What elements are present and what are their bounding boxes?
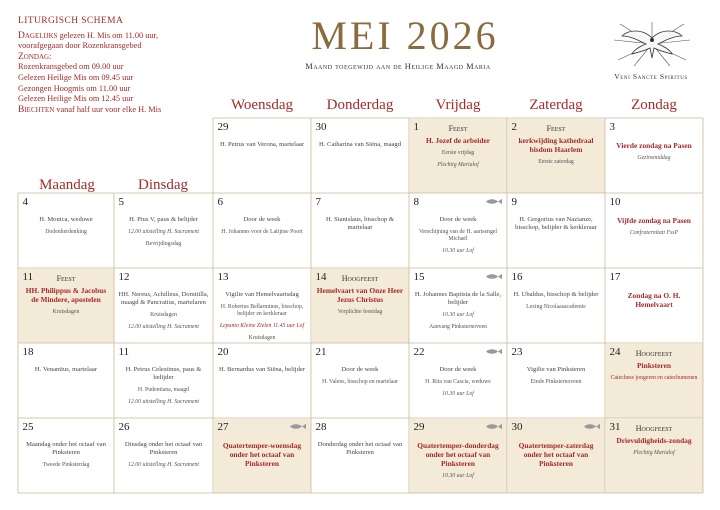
day-note: H. Robertus Bellarminus, bisschop, belijder en kerkleraar (220, 303, 304, 317)
day-number: 29 (413, 420, 425, 433)
day-number: 20 (217, 345, 229, 358)
day-celebration: H. Pius V, paus & belijder (129, 215, 198, 223)
day-celebration: Dinsdag onder het octaaf van Pinksteren (124, 440, 203, 456)
day-note: Kruisdagen (248, 334, 276, 341)
calendar-day-cell[interactable] (410, 269, 507, 343)
schema-line (18, 73, 208, 84)
schema-line-text: gelezen H. Mis om 11.00 uur, (57, 30, 159, 40)
day-number: 14 (315, 270, 327, 283)
schema-line-label: Dagelijks (18, 30, 58, 41)
schema-line (18, 62, 208, 73)
day-number: 12 (118, 270, 130, 283)
day-celebration: kerkwijding kathedraal bisdom Haarlem (518, 135, 594, 154)
day-celebration: Door de week (341, 365, 379, 373)
day-celebration: H. Gregorius van Nazianze, bisschop, belijder & kerkleraar (515, 215, 597, 231)
day-celebration: Door de week (439, 215, 477, 223)
day-note: Eerste zaterdag (538, 158, 574, 165)
calendar-day-cell[interactable] (312, 119, 409, 193)
feast-rank: Feest (448, 123, 468, 133)
day-note: Kruisdagen (150, 311, 177, 318)
day-number: 7 (315, 195, 321, 208)
calendar-day-cell[interactable] (508, 269, 605, 343)
calendar-day-cell[interactable] (508, 344, 605, 418)
schema-line (18, 41, 208, 52)
day-celebration: Door de week (243, 215, 281, 223)
schema-line-text: vanaf half uur voor elke H. Mis (54, 104, 162, 114)
calendar-day-cell[interactable] (508, 194, 605, 268)
day-celebration: H. Jozef de arbeider (425, 135, 491, 145)
day-celebration: Quatertemper-woensdag onder het octaaf van Pinksteren (222, 440, 302, 468)
day-number: 13 (217, 270, 229, 283)
day-note: Plechtig Marialof (633, 449, 675, 456)
schema-line (18, 84, 208, 95)
calendar-day-cell[interactable] (606, 269, 703, 343)
day-number: 29 (217, 120, 229, 133)
day-celebration: Quatertemper-donderdag onder het octaaf van Pinksteren (417, 440, 499, 468)
calendar-day-cell[interactable] (19, 344, 114, 418)
day-note: 12.00 uitstelling H. Sacrament (127, 398, 199, 405)
fish-icon (485, 273, 503, 280)
day-note: Verschijning van de H. aartsengel Michaël (418, 228, 498, 242)
day-celebration: Vigilie van Hemelvaartsdag (225, 290, 299, 298)
liturgical-schema (18, 16, 208, 115)
calendar-day-cell[interactable] (214, 119, 311, 193)
day-number: 23 (511, 345, 523, 358)
day-note: 10.30 uur Lof (442, 390, 474, 397)
day-celebration: Door de week (439, 365, 477, 373)
day-number: 16 (511, 270, 523, 283)
day-number: 6 (217, 195, 223, 208)
feast-rank: Hoogfeest (635, 348, 673, 358)
day-note: 10.30 uur Lof (442, 311, 474, 318)
calendar-day-cell[interactable] (19, 419, 114, 493)
fish-icon (485, 348, 503, 355)
calendar-day-cell[interactable] (115, 269, 213, 343)
weekday-header-saturday: Zaterdag (529, 97, 583, 113)
fish-icon (485, 198, 503, 205)
day-number: 27 (217, 420, 229, 433)
day-note: Aanvang Pinksternoveen (428, 323, 488, 330)
weekday-header-tuesday: Dinsdag (138, 177, 188, 193)
day-note: Plechtig Marialof (437, 161, 479, 168)
day-celebration: Pinksteren (637, 360, 671, 370)
day-note: Gezinsmiddag (637, 154, 671, 161)
calendar-day-cell[interactable] (312, 269, 409, 343)
month-subtitle: Maand toegewijd aan de Heilige Maagd Maria (305, 62, 491, 71)
day-celebration: HH. Nereus, Achilleus, Domitilla, maagd & Pancratius, martelaren (118, 290, 209, 306)
day-number: 3 (609, 120, 615, 133)
day-note: Kruisdagen (52, 308, 80, 315)
fish-icon (289, 423, 307, 430)
day-note: Lepanto Kleine Zielen 11.45 uur Lof (219, 322, 305, 329)
schema-title: LITURGISCH SCHEMA (18, 16, 124, 26)
day-number: 8 (413, 195, 419, 208)
day-celebration: Drievuldigheids-zondag (616, 435, 692, 445)
day-celebration: Hemelvaart van Onze Heer Jezus Christus (316, 285, 404, 304)
dove-icon (612, 20, 692, 68)
day-number: 5 (118, 195, 124, 208)
day-number: 11 (22, 270, 34, 283)
day-celebration: H. Petrus Celestinus, paus & belijder (125, 365, 202, 381)
calendar-day-cell[interactable] (606, 119, 703, 193)
day-number: 9 (511, 195, 517, 208)
day-celebration: H. Venantius, martelaar (34, 365, 98, 373)
schema-line-text: voorafgegaan door Rozenkransgebed (18, 41, 142, 51)
schema-line (18, 94, 208, 105)
day-celebration: HH. Philippus & Jacobus de Mindere, apostelen (25, 285, 107, 304)
calendar-day-cell[interactable] (214, 194, 311, 268)
day-note: Eerste vrijdag (441, 149, 475, 156)
calendar-day-cell[interactable] (606, 419, 703, 493)
day-number: 22 (413, 345, 425, 358)
day-note: Lezing Nicolaasacademie (526, 303, 586, 310)
day-note: Dodenherdenking (45, 228, 87, 235)
day-note: Bevrijdingsdag (145, 240, 182, 247)
day-number: 1 (413, 120, 419, 133)
calendar-day-cell[interactable] (312, 344, 409, 418)
calendar-day-cell[interactable] (214, 419, 311, 493)
day-celebration: H. Bernardus van Siëna, belijder (218, 365, 306, 373)
day-note: Catechese jongeren en catechumenen (610, 374, 698, 381)
calendar-day-cell[interactable] (312, 194, 409, 268)
day-note: 10.30 uur Lof (442, 472, 474, 479)
calendar-day-cell[interactable] (606, 344, 703, 418)
day-number: 2 (511, 120, 517, 133)
motto: Veni Sancte Spiritus (614, 72, 688, 81)
day-number: 24 (609, 345, 621, 358)
weekday-header-friday: Vrijdag (435, 97, 481, 113)
weekday-header-thursday: Donderdag (326, 97, 394, 113)
day-note: 10.30 uur Lof (442, 247, 474, 254)
day-number: 28 (315, 420, 327, 433)
day-number: 10 (609, 195, 621, 208)
calendar-day-cell[interactable] (410, 194, 507, 268)
day-celebration: Vigilie van Pinksteren (526, 365, 586, 373)
day-note: 12.00 uitstelling H. Sacrament (127, 461, 199, 468)
schema-line-text: Rozenkransgebed om 09.00 uur (18, 62, 124, 72)
day-note: Verplichte feestdag (337, 308, 383, 315)
day-celebration: H. Catharina van Siëna, maagd (318, 140, 402, 148)
calendar-day-cell[interactable] (606, 194, 703, 268)
day-number: 25 (22, 420, 34, 433)
day-number: 26 (118, 420, 130, 433)
day-note: 12.00 uitstelling H. Sacrament (127, 323, 199, 330)
day-number: 15 (413, 270, 425, 283)
month-title: MEI 2026 (311, 13, 499, 58)
calendar-day-cell[interactable] (214, 344, 311, 418)
calendar-day-cell[interactable] (410, 419, 507, 493)
calendar-day-cell[interactable] (115, 419, 213, 493)
day-number: 18 (22, 345, 34, 358)
calendar-day-cell[interactable] (115, 344, 213, 418)
calendar-day-cell[interactable] (214, 269, 311, 343)
schema-line (18, 52, 208, 63)
feast-rank: Hoogfeest (341, 273, 379, 283)
day-note: H. Rita van Cascia, weduwe (425, 378, 491, 385)
day-celebration: H. Johannes Baptista de la Salle, belijder (414, 290, 502, 306)
day-note: H. Pudentiana, maagd (137, 386, 190, 393)
day-celebration: Quatertemper-zaterdag onder het octaaf van Pinksteren (518, 440, 594, 468)
calendar-day-cell[interactable] (115, 194, 213, 268)
day-note: H. Johannes voor de Latijnse Poort (221, 228, 303, 235)
day-celebration: H. Ubaldus, bisschop & belijder (513, 290, 599, 298)
feast-rank: Hoogfeest (635, 423, 673, 433)
schema-line-label: Zondag (18, 51, 50, 62)
schema-line-text: Gelezen Heilige Mis om 12.45 uur (18, 94, 134, 104)
day-celebration: Vierde zondag na Pasen (616, 140, 692, 150)
day-note: Einde Pinksternoveen (530, 378, 582, 385)
calendar-day-cell[interactable] (19, 194, 114, 268)
weekday-header-sunday: Zondag (631, 97, 677, 113)
day-number: 31 (609, 420, 621, 433)
weekday-header-monday: Maandag (39, 177, 95, 193)
schema-line (18, 31, 208, 42)
calendar-day-cell[interactable] (410, 344, 507, 418)
day-number: 4 (22, 195, 28, 208)
schema-line-text: Gelezen Heilige Mis om 09.45 uur (18, 72, 134, 82)
day-number: 17 (609, 270, 621, 283)
day-celebration: Vijfde zondag na Pasen (617, 215, 691, 225)
calendar-day-cell[interactable] (19, 269, 114, 343)
day-celebration: Donderdag onder het octaaf van Pinksteren (317, 440, 403, 456)
day-number: 21 (315, 345, 327, 358)
feast-rank: Feest (56, 273, 76, 283)
day-note: Tweede Pinksterdag (42, 461, 90, 468)
calendar-day-cell[interactable] (508, 119, 605, 193)
schema-line-text: : (49, 51, 52, 61)
calendar-day-cell[interactable] (508, 419, 605, 493)
day-number: 30 (511, 420, 523, 433)
day-note: 12.00 uitstelling H. Sacrament (127, 228, 199, 235)
calendar-day-cell[interactable] (410, 119, 507, 193)
schema-line (18, 105, 208, 116)
day-number: 11 (118, 345, 130, 358)
day-celebration: H. Monica, weduwe (39, 215, 93, 223)
day-celebration: Maandag onder het octaaf van Pinksteren (26, 440, 106, 456)
weekday-header-wednesday: Woensdag (230, 97, 294, 113)
day-celebration: Zondag na O. H. Hemelvaart (627, 290, 681, 309)
feast-rank: Feest (546, 123, 566, 133)
fish-icon (583, 423, 601, 430)
day-note: Confraternitati FssP (629, 229, 679, 236)
day-celebration: H. Petrus van Verona, martelaar (219, 140, 305, 148)
schema-line-text: Gezongen Hoogmis om 11.00 uur (18, 83, 131, 93)
calendar-day-cell[interactable] (312, 419, 409, 493)
day-celebration: H. Stanislaus, bisschop & martelaar (326, 215, 394, 231)
schema-line-label: Biechten (18, 104, 55, 115)
fish-icon (485, 423, 503, 430)
day-note: H. Valens, bisschop en martelaar (322, 378, 398, 385)
day-number: 30 (315, 120, 327, 133)
